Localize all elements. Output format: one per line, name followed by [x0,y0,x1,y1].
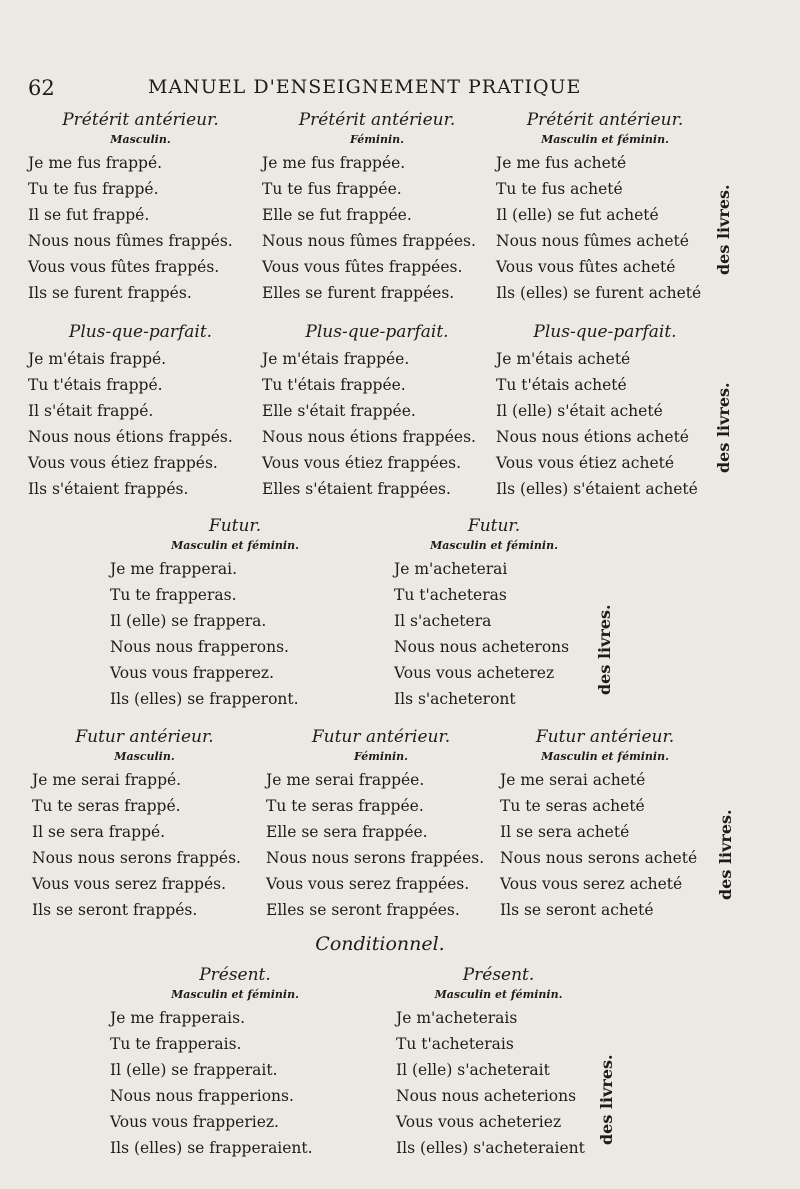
section-heading: Plus-que-parfait. [305,322,449,342]
conjugation-line: Nous nous serons acheté [500,849,698,867]
conjugation-line: Je me frapperais. [110,1009,246,1027]
conjugation-line: Vous vous frapperez. [110,664,274,682]
section-subheading: Masculin et féminin. [541,133,669,146]
conditionnel-present-frapper [110,965,360,1161]
conjugation-line: Tu t'acheteras [394,586,507,604]
conjugation-line: Ils (elles) se furent acheté [496,284,702,302]
section-heading: Plus-que-parfait. [68,322,213,342]
side-note: des livres. [597,1054,616,1145]
conjugation-line: Je m'acheterais [396,1009,518,1027]
section-subheading: Féminin. [353,750,409,763]
conjugation-line: Je me fus frappée. [262,154,406,172]
conjugation-line: Nous nous serons frappés. [32,849,241,867]
conjugation-line: Ils se furent frappés. [28,284,192,302]
section-heading: Présent. [462,965,535,985]
conjugation-line: Vous vous étiez acheté [496,454,675,472]
conjugation-line: Tu te seras frappée. [266,797,424,815]
conjugation-line: Vous vous étiez frappés. [28,454,218,472]
section-subheading: Masculin et féminin. [171,988,299,1001]
conjugation-line: Il (elle) s'acheterait [396,1061,550,1079]
conjugation-line: Ils (elles) s'acheteraient [396,1139,585,1157]
conjugation-line: Je m'étais frappé. [28,350,167,368]
conjugation-line: Je m'acheterai [394,560,508,578]
conjugation-line: Il se sera acheté [500,823,630,841]
conjugation-line: Vous vous frapperiez. [110,1113,279,1131]
conjugation-line: Il (elle) se fut acheté [496,206,659,224]
conjugation-line: Nous nous étions frappées. [262,428,476,446]
section-subheading: Masculin et féminin. [434,988,563,1001]
conjugation-line: Je me fus frappé. [28,154,163,172]
conjugation-line: Il s'achetera [394,612,492,630]
section-heading: Plus-que-parfait. [533,322,677,342]
futur-acheter [394,516,594,712]
side-note: des livres. [714,382,733,473]
conjugation-line: Tu t'étais frappé. [28,376,163,394]
conjugation-line: Elle s'était frappée. [262,402,416,420]
plus-que-parfait-masculin [28,322,253,502]
conjugation-line: Tu t'étais acheté [496,376,627,394]
section-subheading: Masculin et féminin. [541,750,669,763]
section-subheading: Masculin et féminin. [171,539,299,552]
conjugation-line: Il (elle) se frapperait. [110,1061,278,1079]
conjugation-line: Elle se sera frappée. [266,823,428,841]
section-subheading: Masculin. [114,750,175,763]
conjugation-line: Il (elle) se frappera. [110,612,267,630]
conjugation-line: Elles s'étaient frappées. [262,480,451,498]
section-subheading: Féminin. [349,133,405,146]
conjugation-line: Tu te seras frappé. [32,797,181,815]
conjugation-line: Je me serai acheté [500,771,646,789]
conjugation-line: Nous nous fûmes acheté [496,232,689,250]
conjugation-line: Ils (elles) se frapperaient. [110,1139,313,1157]
conjugation-line: Vous vous acheteriez [396,1113,562,1131]
conjugation-line: Nous nous fûmes frappées. [262,232,476,250]
conjugation-line: Il se fut frappé. [28,206,150,224]
conjugation-line: Nous nous étions acheté [496,428,689,446]
conjugation-line: Vous vous serez frappées. [266,875,470,893]
conjugation-line: Vous vous fûtes acheté [496,258,676,276]
conjugation-line: Je me serai frappé. [32,771,182,789]
conjugation-line: Tu te fus frappée. [262,180,402,198]
conjugation-line: Nous nous frapperons. [110,638,289,656]
conjugation-line: Nous nous acheterions [396,1087,577,1105]
conjugation-line: Vous vous étiez frappées. [262,454,462,472]
conjugation-line: Tu t'étais frappée. [262,376,406,394]
section-heading: Présent. [199,965,271,985]
conjugation-line: Ils se seront acheté [500,901,654,919]
conjugation-line: Vous vous serez frappés. [32,875,227,893]
conjugation-line: Tu te frapperais. [110,1035,242,1053]
futur-anterieur-masculin [32,727,257,923]
conditionnel-heading: Conditionnel. [315,933,445,955]
conjugation-line: Vous vous acheterez [394,664,555,682]
conjugation-line: Il se sera frappé. [32,823,166,841]
conditionnel-present-acheter [396,965,601,1161]
section-heading: Prétérit antérieur. [526,110,684,130]
conjugation-line: Vous vous fûtes frappées. [262,258,463,276]
conjugation-line: Tu te fus acheté [496,180,623,198]
conjugation-line: Ils s'acheteront [394,690,516,708]
conjugation-line: Je m'étais acheté [496,350,631,368]
conjugation-line: Tu te frapperas. [110,586,237,604]
conjugation-line: Nous nous frapperions. [110,1087,294,1105]
section-heading: Prétérit antérieur. [62,110,219,130]
conjugation-line: Tu te fus frappé. [28,180,159,198]
section-subheading: Masculin et féminin. [430,539,558,552]
side-note: des livres. [716,809,735,900]
section-heading: Prétérit antérieur. [298,110,456,130]
conjugation-line: Vous vous fûtes frappés. [28,258,220,276]
futur-anterieur-masculin-feminin [500,727,710,923]
conjugation-line: Ils (elles) se frapperont. [110,690,299,708]
section-heading: Futur. [208,516,262,536]
futur-frapper [110,516,360,712]
conjugation-line: Tu t'acheterais [396,1035,514,1053]
conjugation-line: Ils se seront frappés. [32,901,198,919]
conjugation-line: Je m'étais frappée. [262,350,410,368]
conjugation-line: Tu te seras acheté [500,797,645,815]
conjugation-line: Il s'était frappé. [28,402,154,420]
conjugation-line: Nous nous acheterons [394,638,570,656]
futur-anterieur-feminin [266,727,496,923]
preterit-anterieur-feminin [262,110,492,306]
section-subheading: Masculin. [110,133,171,146]
conjugation-line: Elles se furent frappées. [262,284,455,302]
page-header [28,72,768,108]
conjugation-line: Il (elle) s'était acheté [496,402,663,420]
conjugation-line: Elles se seront frappées. [266,901,460,919]
page-number: 62 [28,76,55,100]
conjugation-line: Je me frapperai. [110,560,238,578]
section-heading: Futur. [467,516,521,536]
conjugation-line: Vous vous serez acheté [500,875,683,893]
plus-que-parfait-feminin [262,322,492,502]
conjugation-line: Ils (elles) s'étaient acheté [496,480,698,498]
section-heading: Futur antérieur. [311,727,451,747]
plus-que-parfait-masculin-feminin [496,322,714,502]
section-heading: Futur antérieur. [535,727,675,747]
conjugation-line: Nous nous fûmes frappés. [28,232,233,250]
conjugation-line: Elle se fut frappée. [262,206,412,224]
conjugation-line: Je me fus acheté [496,154,627,172]
side-note: des livres. [595,604,614,695]
page-title: MANUEL D'ENSEIGNEMENT PRATIQUE [148,76,582,98]
preterit-anterieur-masculin [28,110,253,306]
conjugation-line: Nous nous serons frappées. [266,849,485,867]
conjugation-line: Ils s'étaient frappés. [28,480,189,498]
preterit-anterieur-masculin-feminin [496,110,714,306]
side-note: des livres. [714,184,733,275]
conjugation-line: Nous nous étions frappés. [28,428,233,446]
conjugation-line: Je me serai frappée. [266,771,425,789]
section-heading: Futur antérieur. [75,727,214,747]
